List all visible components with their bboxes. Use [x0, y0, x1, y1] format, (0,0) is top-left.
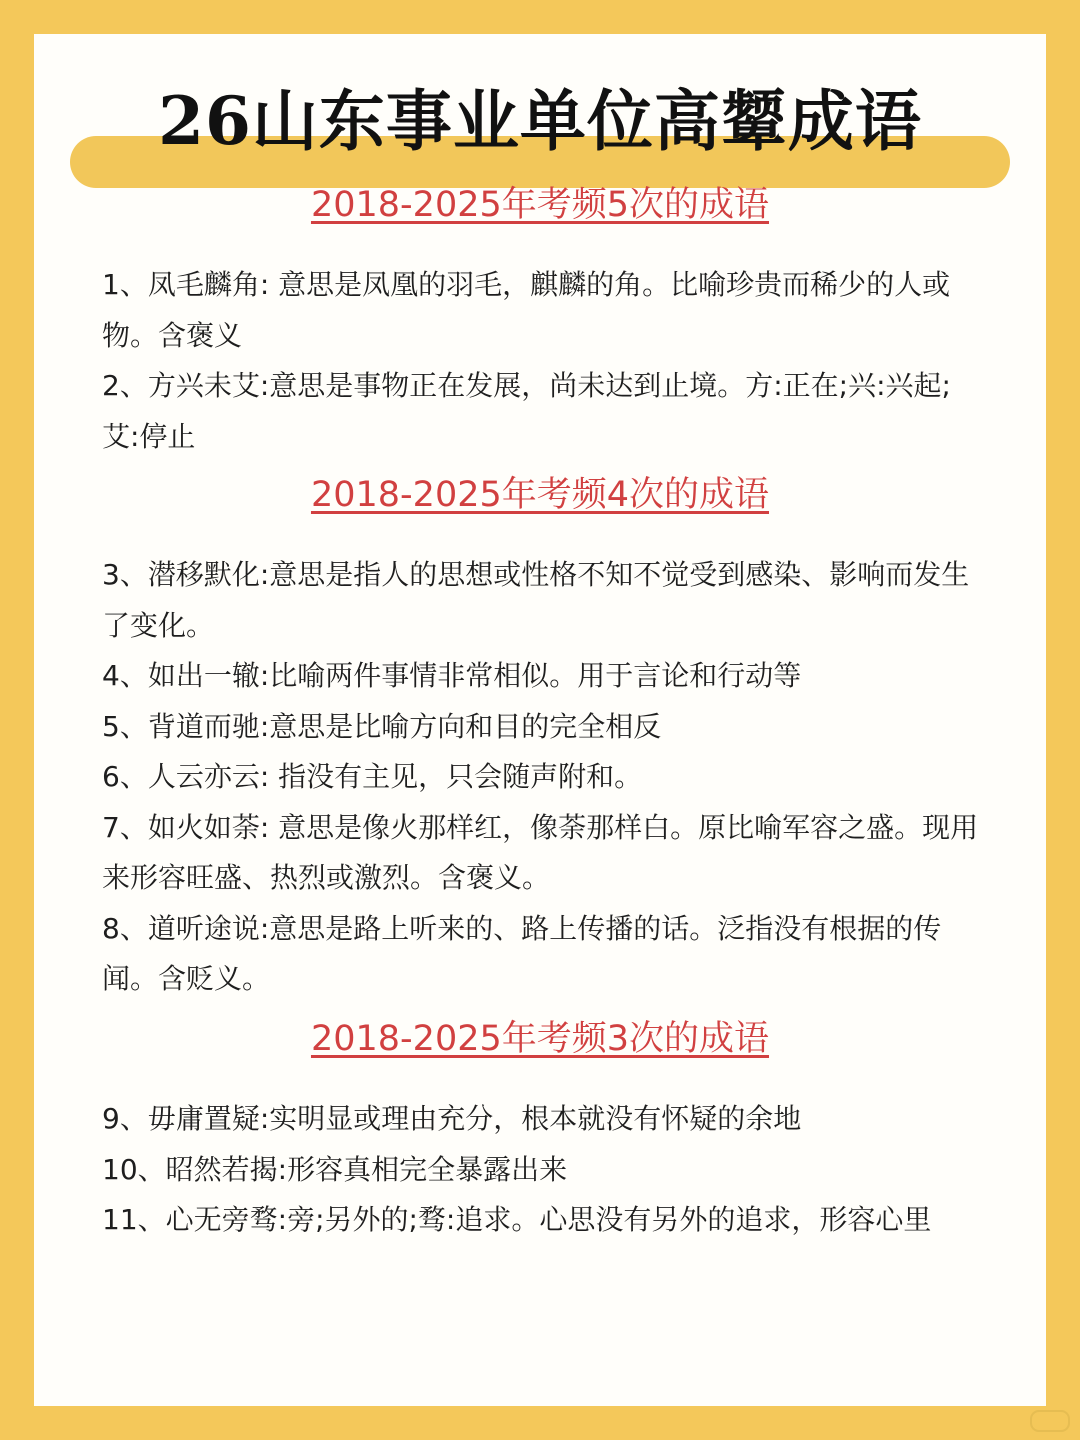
section-heading-freq3: [34, 1016, 1046, 1062]
idiom-entry-4: 4、如出一辙:比喻两件事情非常相似。用于言论和行动等: [102, 659, 802, 692]
idiom-entry-8: 8、道听途说:意思是路上听来的、路上传播的话。泛指没有根据的传闻。含贬义。: [102, 911, 942, 995]
idiom-entry-7: 7、如火如荼: 意思是像火那样红，像荼那样白。原比喻军容之盛。现用来形容旺盛、热烈或激烈。含褒义。: [102, 810, 979, 894]
section-heading-freq5: [34, 182, 1046, 228]
content-card: [34, 34, 1046, 1406]
section-heading-freq4: [34, 472, 1046, 518]
idiom-entry-10: 10、昭然若揭:形容真相完全暴露出来: [102, 1152, 568, 1186]
idiom-entry-6: 6、人云亦云: 指没有主见，只会随声附和。: [102, 760, 643, 793]
idiom-entry-9: 9、毋庸置疑:实明显或理由充分，根本就没有怀疑的余地: [102, 1102, 802, 1135]
watermark-icon: [1030, 1410, 1070, 1432]
section-heading-freq4-text: 2018-2025年考频4次的成语: [310, 475, 770, 515]
idiom-entry-3: 3、潜移默化:意思是指人的思想或性格不知不觉受到感染、影响而发生了变化。: [102, 558, 970, 642]
title-block: [70, 70, 1010, 166]
section-heading-freq3-text: 2018-2025年考频3次的成语: [310, 1019, 770, 1059]
section-list-freq5: [102, 260, 986, 462]
idiom-entry-5: 5、背道而驰:意思是比喻方向和目的完全相反: [102, 709, 662, 743]
idiom-entry-2: 2、方兴未艾:意思是事物正在发展，尚未达到止境。方:正在;兴:兴起;艾:停止: [102, 369, 951, 453]
section-list-freq3: [102, 1094, 986, 1246]
idiom-entry-1: 1、凤毛麟角: 意思是凤凰的羽毛，麒麟的角。比喻珍贵而稀少的人或物。含褒义: [102, 268, 951, 352]
section-heading-freq5-text: 2018-2025年考频5次的成语: [310, 185, 770, 225]
page-title: 26山东事业单位高颦成语: [158, 82, 922, 160]
idiom-entry-11: 11、心无旁骛:旁;另外的;骛:追求。心思没有另外的追求，形容心里: [102, 1203, 932, 1236]
section-list-freq4: [102, 550, 986, 1005]
